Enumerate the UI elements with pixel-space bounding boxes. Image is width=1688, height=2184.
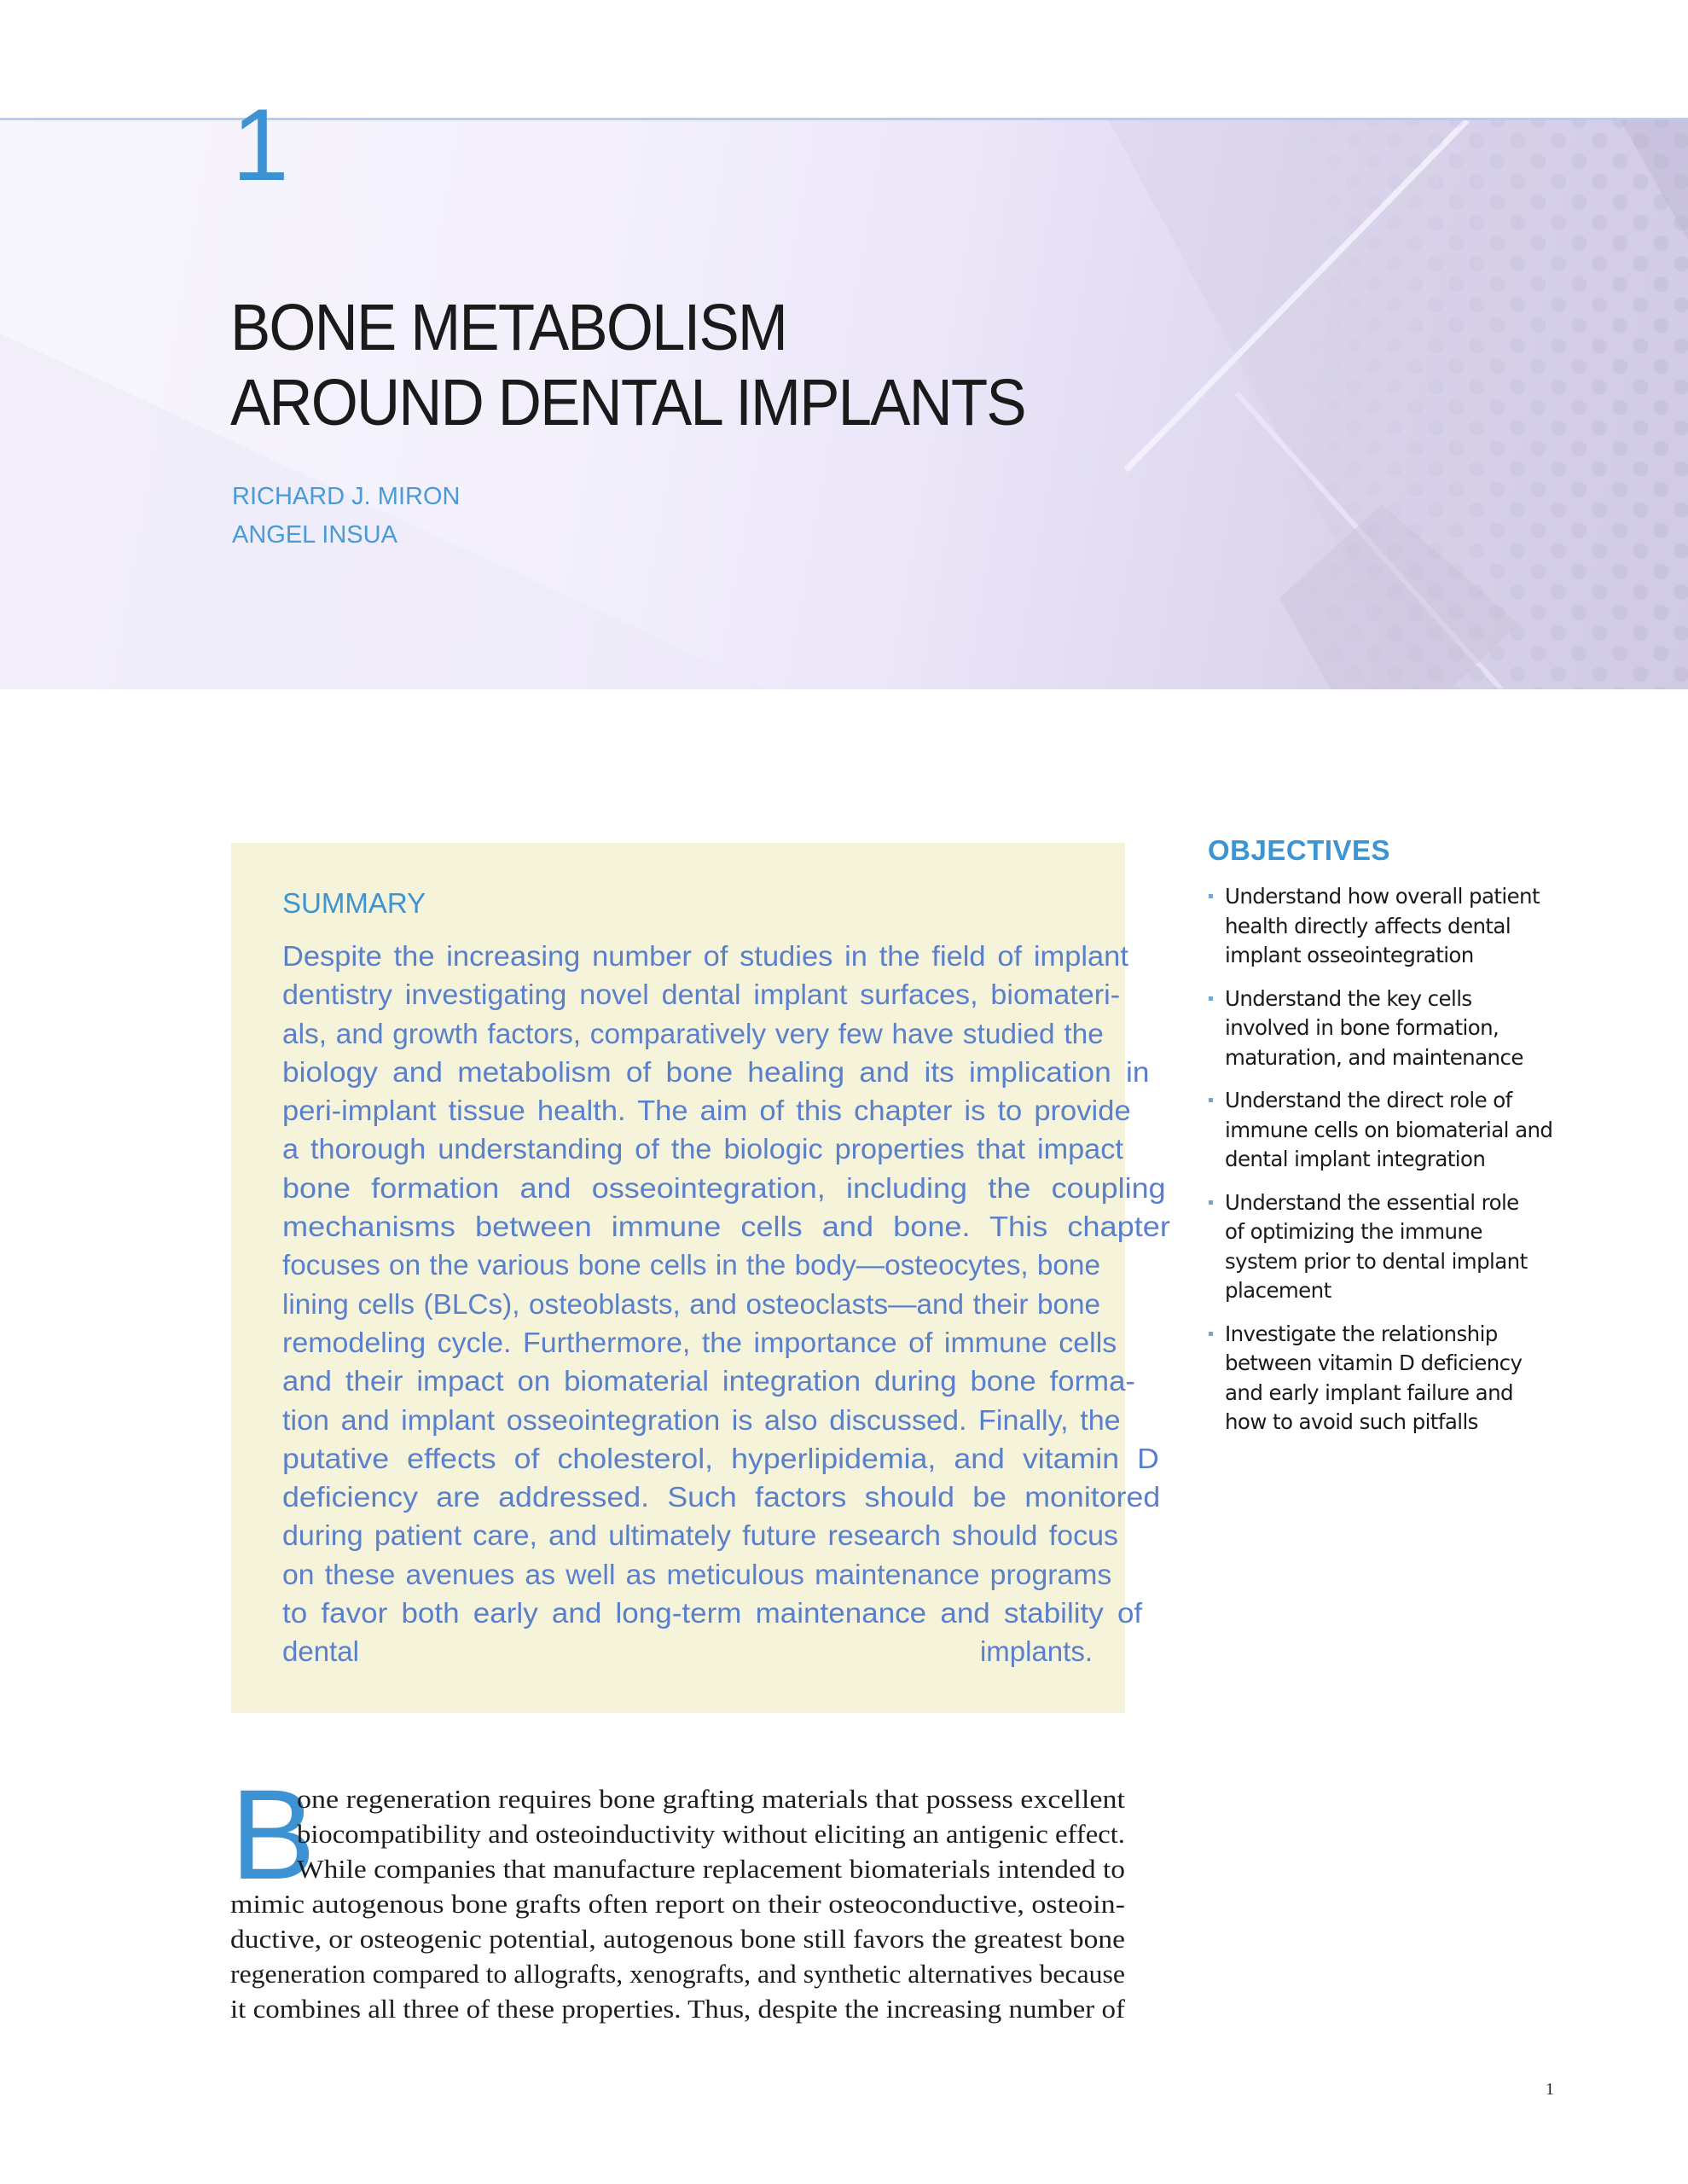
chapter-number: 1 — [232, 88, 289, 202]
objective-line: Understand the key cells — [1225, 985, 1472, 1011]
summary-line: lining cells (BLCs), osteoblasts, and osteoclasts—and their bone — [282, 1287, 1101, 1320]
body-line: mimic autogenous bone grafts often report on their osteoconductive, osteoin- — [230, 1890, 1125, 1919]
summary-line: peri-implant tissue health. The aim of this chapter is to provide — [282, 1095, 1131, 1127]
chapter-title — [230, 290, 1025, 440]
objective-line: and early implant failure and — [1225, 1380, 1513, 1405]
summary-line: dental implants. — [282, 1635, 1093, 1668]
objective-line: of optimizing the immune — [1225, 1219, 1482, 1244]
body-line: regeneration compared to allografts, xenografts, and synthetic alternatives because — [230, 1960, 1125, 1989]
summary-line: mechanisms between immune cells and bone. This chapter — [282, 1211, 1170, 1243]
objective-line: Understand the essential role — [1225, 1189, 1519, 1215]
summary-line: during patient care, and ultimately future research should focus — [282, 1519, 1119, 1552]
author-name: ANGEL INSUA — [232, 521, 397, 549]
summary-line: and their impact on biomaterial integration during bone forma- — [282, 1365, 1135, 1397]
objective-line: how to avoid such pitfalls — [1225, 1409, 1478, 1434]
objective-line: Understand the direct role of — [1225, 1088, 1512, 1112]
summary-line: focuses on the various bone cells in the body—osteocytes, bone — [282, 1249, 1100, 1281]
objective-item — [1208, 1320, 1566, 1438]
bullet-icon — [1209, 1332, 1213, 1336]
body-line: it combines all three of these properties. Thus, despite the increasing number of — [230, 1995, 1125, 2024]
summary-line: deficiency are addressed. Such factors should be monitored — [282, 1481, 1161, 1513]
bullet-icon — [1209, 1098, 1213, 1102]
summary-line: als, and growth factors, comparatively very few have studied the — [282, 1017, 1104, 1049]
chapter-title-line: BONE METABOLISM — [230, 291, 787, 364]
objective-line: dental implant integration — [1225, 1147, 1486, 1171]
objectives-panel — [1208, 834, 1566, 1451]
summary-line: putative effects of cholesterol, hyperlipidemia, and vitamin D — [282, 1442, 1159, 1474]
summary-line: bone formation and osseointegration, including the coupling — [282, 1171, 1166, 1204]
objective-item — [1208, 985, 1566, 1073]
objectives-heading: OBJECTIVES — [1208, 834, 1391, 866]
author-list — [232, 478, 460, 555]
summary-line: on these avenues as well as meticulous maintenance programs — [282, 1558, 1112, 1590]
objective-line: maturation, and maintenance — [1225, 1044, 1523, 1070]
objective-line: Investigate the relationship — [1225, 1321, 1498, 1346]
objective-line: health directly affects dental — [1225, 913, 1511, 938]
body-line: ductive, or osteogenic potential, autogenous bone still favors the greatest bone — [230, 1925, 1125, 1954]
body-line: biocompatibility and osteoinductivity without eliciting an antigenic effect. — [297, 1820, 1125, 1849]
chapter-title-line: AROUND DENTAL IMPLANTS — [230, 366, 1025, 439]
objective-line: placement — [1225, 1278, 1331, 1303]
summary-line: Despite the increasing number of studies in the field of implant — [282, 940, 1128, 972]
bullet-icon — [1209, 1200, 1213, 1205]
page-number: 1 — [1546, 2080, 1554, 2099]
objective-line: between vitamin D deficiency — [1225, 1350, 1523, 1375]
summary-line: tion and implant osseointegration is also discussed. Finally, the — [282, 1403, 1121, 1436]
summary-line: remodeling cycle. Furthermore, the importance of immune cells — [282, 1326, 1117, 1358]
objective-item — [1208, 882, 1566, 971]
bullet-icon — [1209, 996, 1213, 1001]
summary-heading: SUMMARY — [282, 887, 426, 919]
summary-line: to favor both early and long-term maintenance and stability of — [282, 1597, 1143, 1629]
body-line: While companies that manufacture replacement biomaterials intended to — [297, 1855, 1125, 1884]
summary-line: biology and metabolism of bone healing and its implication in — [282, 1055, 1150, 1088]
body-line: one regeneration requires bone grafting materials that possess excellent — [297, 1785, 1125, 1814]
summary-box — [231, 843, 1170, 1713]
summary-line: a thorough understanding of the biologic properties that impact — [282, 1133, 1123, 1165]
objective-item — [1208, 1188, 1566, 1306]
objective-line: system prior to dental implant — [1225, 1248, 1528, 1274]
objective-line: involved in bone formation, — [1225, 1015, 1499, 1040]
objective-line: immune cells on biomaterial and — [1225, 1117, 1553, 1142]
objective-line: Understand how overall patient — [1225, 884, 1540, 909]
objective-item — [1208, 1086, 1566, 1175]
drop-cap: B — [230, 1763, 316, 1906]
author-name: RICHARD J. MIRON — [232, 483, 461, 510]
summary-text — [282, 937, 1170, 1671]
objective-line: implant osseointegration — [1225, 943, 1474, 967]
bullet-icon — [1209, 894, 1213, 898]
summary-line: dentistry investigating novel dental implant surfaces, biomateri- — [282, 979, 1121, 1011]
